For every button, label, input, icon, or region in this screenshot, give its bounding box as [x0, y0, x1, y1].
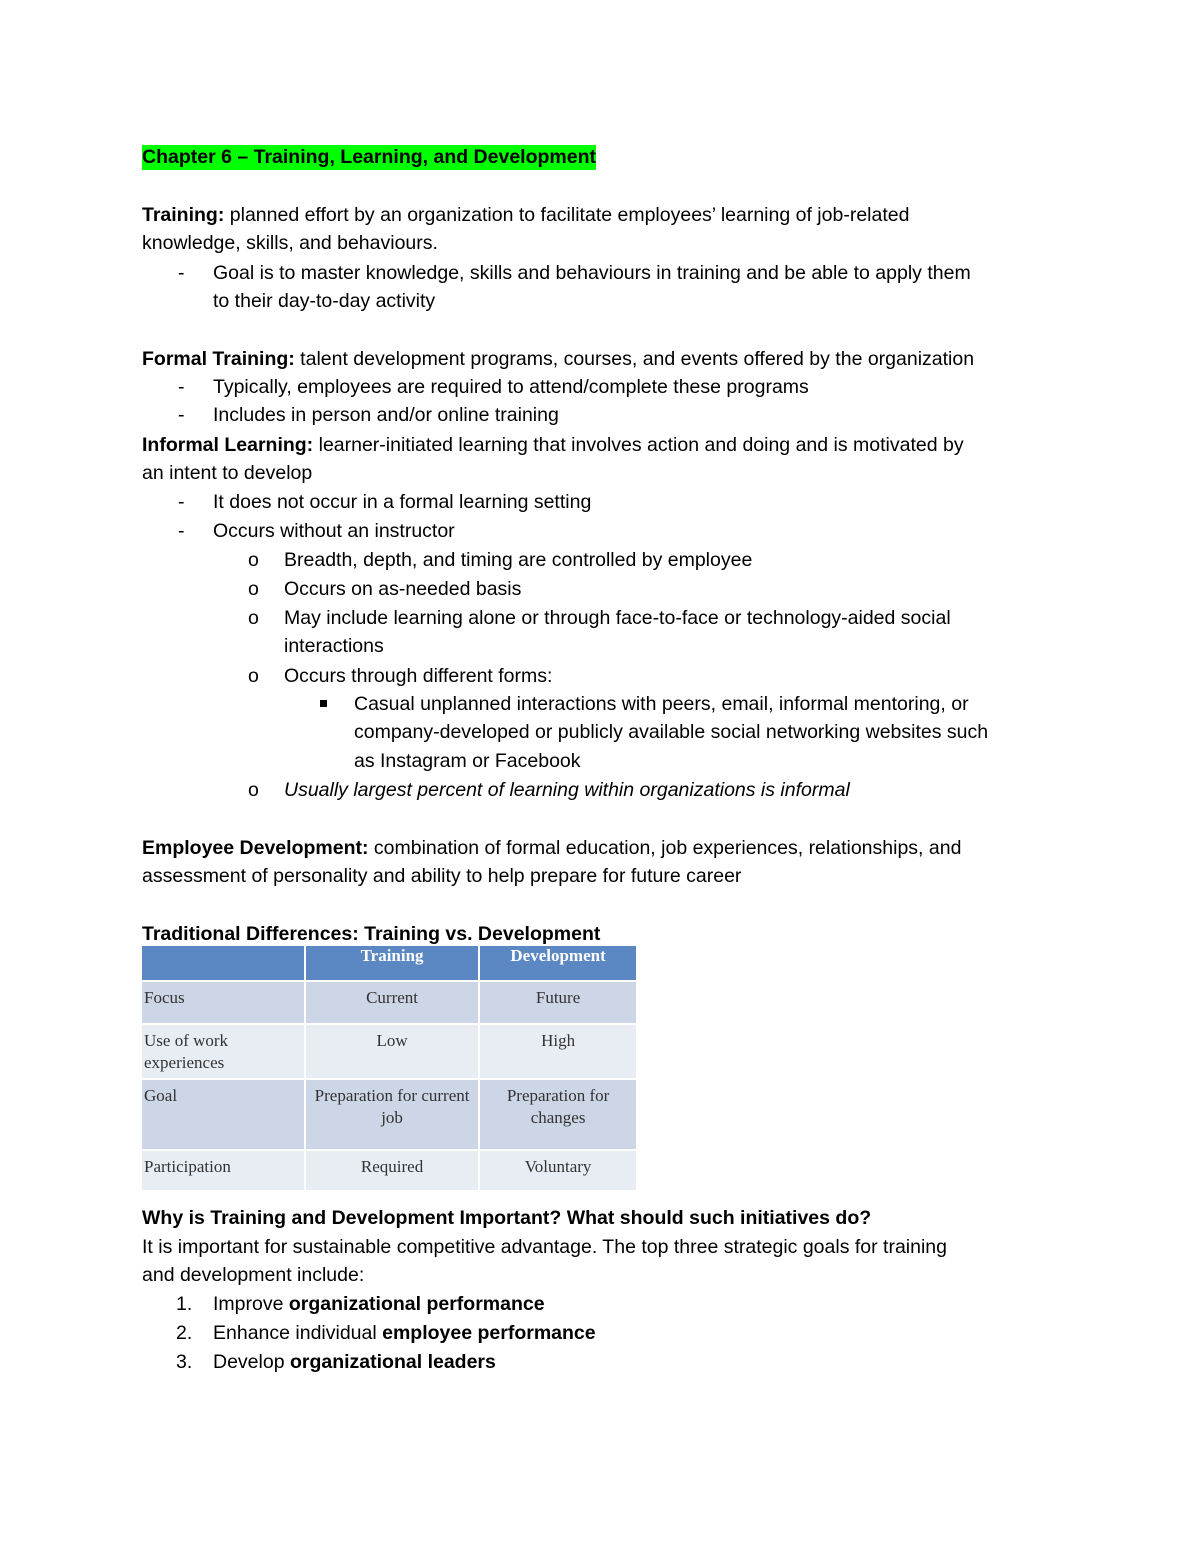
- employee-development-definition-cont: assessment of personality and ability to help prepare for future career: [142, 865, 742, 887]
- informal-subsub-bullet: Casual unplanned interactions with peers, email, informal mentoring, or: [354, 693, 969, 715]
- informal-sub-bullet: May include learning alone or through face-to-face or technology-aided social: [284, 607, 951, 629]
- list-number: 2.: [176, 1322, 193, 1344]
- dash-marker: -: [178, 491, 185, 513]
- training-bullet-cont: to their day-to-day activity: [213, 290, 436, 312]
- informal-subsub-bullet-cont: as Instagram or Facebook: [354, 750, 581, 772]
- table-row: [142, 981, 636, 1024]
- row-label: Use of work experiences: [142, 1024, 305, 1079]
- table-row: [142, 1079, 636, 1150]
- dash-marker: -: [178, 404, 185, 426]
- square-bullet-icon: [320, 700, 327, 707]
- informal-note: Usually largest percent of learning within organizations is informal: [284, 779, 850, 801]
- table-cell: Low: [305, 1024, 479, 1079]
- informal-subsub-bullet-cont: company-developed or publicly available social networking websites such: [354, 721, 989, 743]
- table-cell: Future: [479, 981, 636, 1024]
- table-header-cell: Training: [305, 946, 479, 981]
- table-cell: High: [479, 1024, 636, 1079]
- why-intro-cont: and development include:: [142, 1264, 365, 1286]
- employee-development-definition: Employee Development: combination of formal education, job experiences, relationships, and: [142, 837, 962, 859]
- circle-marker: o: [248, 779, 259, 801]
- informal-sub-bullet: Occurs on as-needed basis: [284, 578, 522, 600]
- circle-marker: o: [248, 607, 259, 629]
- table-cell: Preparation for changes: [479, 1079, 636, 1150]
- goal-item: Develop organizational leaders: [213, 1351, 496, 1373]
- why-heading: Why is Training and Development Important? What should such initiatives do?: [142, 1207, 872, 1229]
- training-vs-development-table: [142, 946, 636, 1192]
- informal-sub-bullet-cont: interactions: [284, 635, 384, 657]
- table-header-cell: Development: [479, 946, 636, 981]
- chapter-title: Chapter 6 – Training, Learning, and Development: [142, 146, 597, 168]
- table-cell: Required: [305, 1150, 479, 1191]
- table-cell: Current: [305, 981, 479, 1024]
- list-number: 1.: [176, 1293, 193, 1315]
- training-definition-cont: knowledge, skills, and behaviours.: [142, 232, 438, 254]
- row-label: Goal: [142, 1079, 305, 1150]
- row-label: Participation: [142, 1150, 305, 1191]
- list-number: 3.: [176, 1351, 193, 1373]
- informal-learning-definition: Informal Learning: learner-initiated learning that involves action and doing and is motivated by: [142, 434, 964, 456]
- why-intro: It is important for sustainable competitive advantage. The top three strategic goals for training: [142, 1236, 947, 1258]
- table-row: [142, 1150, 636, 1191]
- row-label: Focus: [142, 981, 305, 1024]
- dash-marker: -: [178, 520, 185, 542]
- informal-bullet: Occurs without an instructor: [213, 520, 455, 542]
- informal-learning-definition-cont: an intent to develop: [142, 462, 313, 484]
- informal-bullet: It does not occur in a formal learning setting: [213, 491, 592, 513]
- table-header-cell: [142, 946, 305, 981]
- dash-marker: -: [178, 376, 185, 398]
- informal-sub-bullet: Breadth, depth, and timing are controlled by employee: [284, 549, 753, 571]
- formal-bullet: Includes in person and/or online training: [213, 404, 559, 426]
- formal-bullet: Typically, employees are required to attend/complete these programs: [213, 376, 809, 398]
- formal-training-definition: Formal Training: talent development programs, courses, and events offered by the organization: [142, 348, 975, 370]
- circle-marker: o: [248, 578, 259, 600]
- training-bullet: Goal is to master knowledge, skills and behaviours in training and be able to apply them: [213, 262, 971, 284]
- goal-item: Enhance individual employee performance: [213, 1322, 596, 1344]
- circle-marker: o: [248, 549, 259, 571]
- training-definition: Training: planned effort by an organization to facilitate employees’ learning of job-related: [142, 204, 910, 226]
- goal-item: Improve organizational performance: [213, 1293, 545, 1315]
- table-cell: Preparation for current job: [305, 1079, 479, 1150]
- table-row: [142, 1024, 636, 1079]
- informal-sub-bullet: Occurs through different forms:: [284, 665, 553, 687]
- table-heading: Traditional Differences: Training vs. Development: [142, 923, 601, 945]
- dash-marker: -: [178, 262, 185, 284]
- circle-marker: o: [248, 665, 259, 687]
- table-cell: Voluntary: [479, 1150, 636, 1191]
